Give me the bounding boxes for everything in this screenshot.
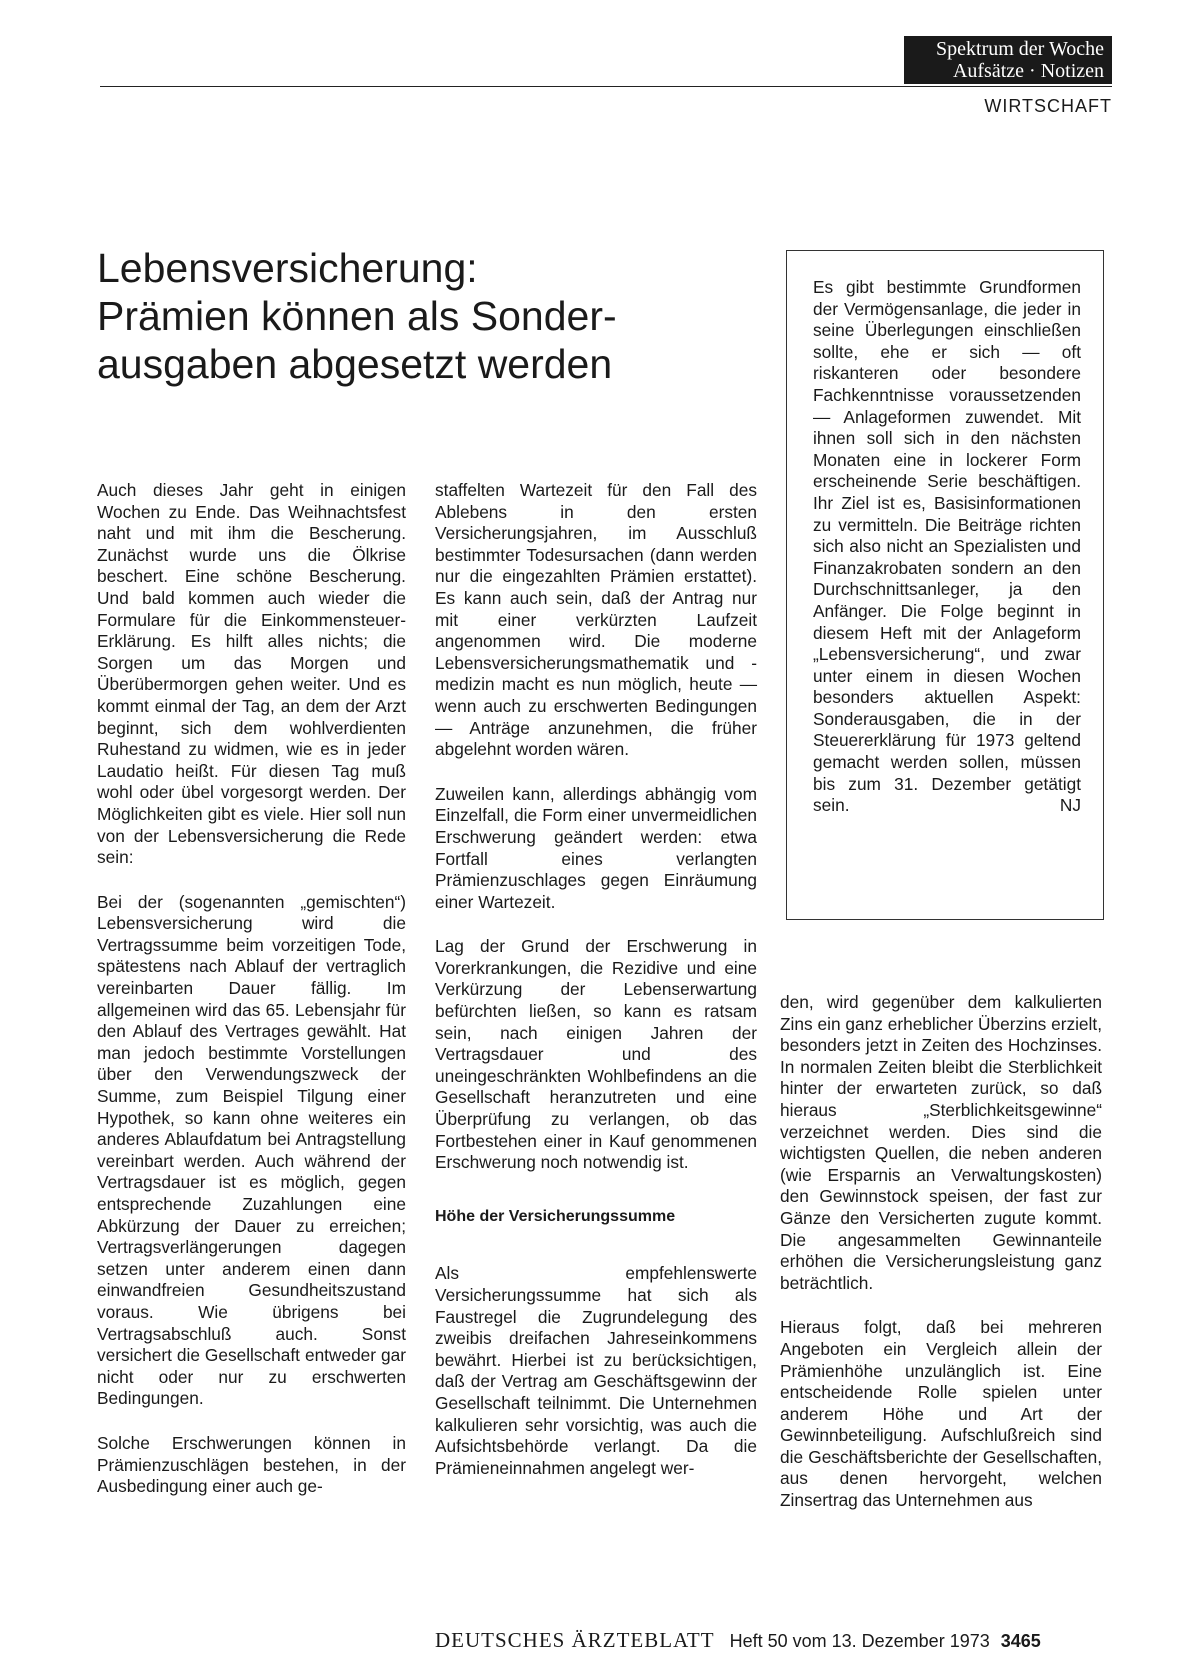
- paragraph: Lag der Grund der Erschwerung in Vorerkrankungen, die Rezidive und eine Verkürzung der Lebenserwartung befürchten ließen, so kann es ratsam sein, nach einigen Jahren der Vertragsdauer und des uneingeschränkten Wohlbefindens an die Gesellschaft heranzutreten und eine Überprüfung zu verlangen, ob das Fortbestehen einer in Kauf genommenen Erschwerung noch notwendig ist.: [435, 936, 757, 1173]
- paragraph: Solche Erschwerungen können in Prämienzuschlägen bestehen, in der Ausbedingung einer auch ge-: [97, 1432, 406, 1497]
- paragraph: den, wird gegenüber dem kalkulierten Zins ein ganz erheblicher Überzins erzielt, besonders jetzt in Zeiten des Hochzinses. In normalen Zeiten bleibt die Sterblichkeit hinter der erwarteten zurück, so daß hieraus „Sterblichkeitsgewinne“ verzeichnet werden. Dies sind die wichtigsten Quellen, die neben anderen (wie Ersparnis an Verwaltungskosten) den Gewinnstock speisen, der fast zur Gänze den Versicherten zugute kommt. Die angesammelten Gewinnanteile erhöhen die Versicherungsleistung ganz beträchtlich.: [780, 992, 1102, 1293]
- intro-text: Es gibt bestimmte Grundformen der Vermögensanlage, die jeder in seine Überlegungen einschließen sollte, ehe er sich — oft riskanteren oder besondere Fachkenntnisse voraussetzenden — Anlageformen zuwendet. Mit ihnen soll sich in den nächsten Monaten eine in lockerer Form erscheinende Serie beschäftigen. Ihr Ziel ist es, Basisinformationen zu vermitteln. Die Beiträge richten sich also nicht an Spezialisten und Finanzakrobaten sondern an den Durchschnittsanleger, ja den Anfänger. Die Folge beginnt in diesem Heft mit der Anlageform „Lebensversicherung“, und zwar unter einem in diesen Wochen besonders aktuellen Aspekt: Sonderausgaben, die in der Steuererklärung für 1973 geltend gemacht werden sollen, müssen bis zum 31. Dezember getätigt sein.: [813, 277, 1081, 816]
- column-3: [780, 992, 1102, 1535]
- issue-info: Heft 50 vom 13. Dezember 1973: [729, 1631, 990, 1651]
- paragraph: Als empfehlenswerte Versicherungssumme hat sich als Faustregel die Zugrundelegung des zweibis dreifachen Jahreseinkommens bewährt. Hierbei ist zu berücksichtigen, daß der Vertrag am Geschäftsgewinn der Gesellschaft teilnimmt. Die Unternehmen kalkulieren sehr vorsichtig, was auch die Aufsichtsbehörde verlangt. Da die Prämieneinnahmen angelegt wer-: [435, 1263, 757, 1478]
- paragraph: staffelten Wartezeit für den Fall des Ablebens in den ersten Versicherungsjahren, im Ausschluß bestimmter Todesursachen (dann werden nur die eingezahlten Prämien erstattet). Es kann auch sein, daß der Antrag nur mit einer verkürzten Laufzeit angenommen wird. Die moderne Lebensversicherungsmathematik und -medizin macht es nun möglich, heute — wenn auch zu erschwerten Bedingungen — Anträge anzunehmen, die früher abgelehnt worden wären.: [435, 480, 757, 760]
- intro-box: [786, 250, 1104, 920]
- section-label: WIRTSCHAFT: [984, 96, 1112, 116]
- title-line-3: ausgaben abgesetzt werden: [97, 341, 613, 387]
- intro-box-text: [813, 277, 1081, 817]
- page-number: 3465: [1000, 1631, 1041, 1651]
- article-title: [97, 244, 717, 388]
- column-2: [435, 480, 757, 1502]
- title-line-1: Lebensversicherung:: [97, 245, 478, 291]
- paragraph: Hieraus folgt, daß bei mehreren Angeboten ein Vergleich allein der Prämienhöhe unzulänglich ist. Eine entscheidende Rolle spielen unter anderem Höhe und Art der Gewinnbeteiligung. Aufschlußreich sind die Geschäftsberichte der Gesellschaften, aus denen hervorgeht, welchen Zinsertrag das Unternehmen aus: [780, 1317, 1102, 1511]
- paragraph: Auch dieses Jahr geht in einigen Wochen zu Ende. Das Weihnachtsfest naht und mit ihm die Bescherung. Zunächst wurde uns die Ölkrise beschert. Eine schöne Bescherung. Und bald kommen auch wieder die Formulare für die Einkommensteuer-Erklärung. Es hilft alles nichts; die Sorgen um das Morgen und Überübermorgen gehen weiter. Und es kommt einmal der Tag, an dem der Arzt beginnt, sich dem wohlverdienten Ruhestand zu widmen, wie es in jeder Laudatio heißt. Für diesen Tag muß wohl oder übel vorgesorgt werden. Der Möglichkeiten gibt es viele. Hier soll nun von der Lebensversicherung die Rede sein:: [97, 480, 406, 868]
- badge-line-2: Aufsätze · Notizen: [952, 60, 1104, 82]
- title-line-2: Prämien können als Sonder-: [97, 293, 617, 339]
- subheading: Höhe der Versicherungssumme: [435, 1207, 676, 1225]
- badge-line-1: Spektrum der Woche: [936, 38, 1104, 60]
- page-footer: [435, 1628, 1041, 1653]
- header-rule: [100, 86, 1112, 87]
- section-badge: [904, 36, 1112, 84]
- paragraph: Zuweilen kann, allerdings abhängig vom Einzelfall, die Form einer unvermeidlichen Erschwerung geändert werden: etwa Fortfall eines verlangten Prämienzuschlages gegen Einräumung einer Wartezeit.: [435, 783, 757, 912]
- paragraph: Bei der (sogenannten „gemischten“) Lebensversicherung wird die Vertragssumme beim vorzeitigen Tode, spätestens nach Ablauf der vertraglich vereinbarten Dauer fällig. Im allgemeinen wird das 65. Lebensjahr für den Ablauf des Vertrages gewählt. Hat man jedoch bestimmte Vorstellungen über den Verwendungszweck der Summe, zum Beispiel Tilgung einer Hypothek, so kann ohne weiteres ein anderes Ablaufdatum bei Antragstellung vereinbart werden. Auch während der Vertragsdauer ist es möglich, gegen entsprechende Zuzahlungen eine Abkürzung der Dauer zu erreichen; Vertragsverlängerungen dagegen setzen unter anderem einen dann einwandfreien Gesundheitszustand voraus. Wie übrigens bei Vertragsabschluß auch. Sonst versichert die Gesellschaft entweder gar nicht oder nur zu erschwerten Bedingungen.: [97, 891, 406, 1409]
- author-initials: NJ: [1059, 795, 1081, 816]
- magazine-name: DEUTSCHES ÄRZTEBLATT: [435, 1628, 715, 1652]
- column-1: [97, 480, 406, 1521]
